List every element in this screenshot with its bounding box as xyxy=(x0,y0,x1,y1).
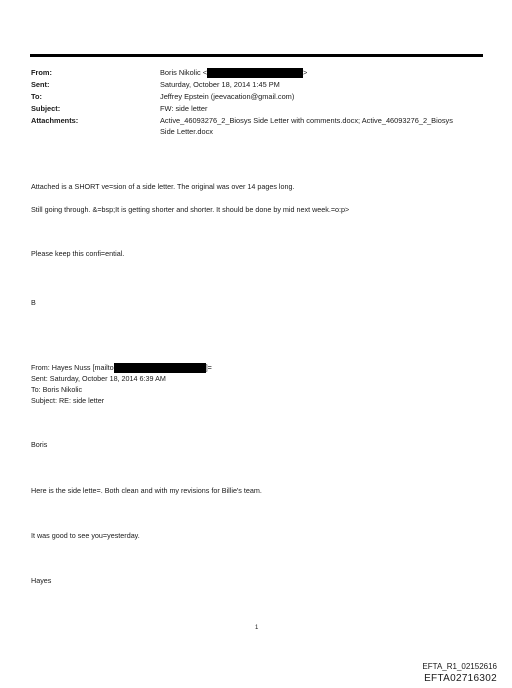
fwd-to: To: Boris Nikolic xyxy=(31,385,83,394)
subject-label: Subject: xyxy=(31,104,61,113)
fwd-from-prefix: From: Hayes Nuss [mailto xyxy=(31,363,114,372)
from-name: Boris Nikolic < xyxy=(160,68,208,77)
from-value xyxy=(160,68,307,78)
fwd-sent: Sent: Saturday, October 18, 2014 6:39 AM xyxy=(31,374,166,383)
fwd-signoff: Hayes xyxy=(31,576,52,585)
attachments-label: Attachments: xyxy=(31,116,79,125)
from-label: From: xyxy=(31,68,52,77)
redaction-box xyxy=(207,68,303,78)
body-line-3: Please keep this confi=ential. xyxy=(31,249,125,258)
to-value: Jeffrey Epstein (jeevacation@gmail.com) xyxy=(160,92,295,101)
page-number: 1 xyxy=(255,625,259,631)
attachments-value-line2: Side Letter.docx xyxy=(160,127,214,136)
body-signoff: B xyxy=(31,298,36,307)
subject-value: FW: side letter xyxy=(160,104,208,113)
body-line-1: Attached is a SHORT ve=sion of a side letter. The original was over 14 pages long. xyxy=(31,182,295,191)
sent-value: Saturday, October 18, 2014 1:45 PM xyxy=(160,80,280,89)
redaction-box xyxy=(114,363,206,373)
fwd-subject: Subject: RE: side letter xyxy=(31,396,105,405)
fwd-line-2: It was good to see you=yesterday. xyxy=(31,531,140,540)
attachments-value-line1: Active_46093276_2_Biosys Side Letter with comments.docx; Active_46093276_2_Biosys xyxy=(160,116,453,125)
body-line-2: Still going through. &=bsp;It is getting shorter and shorter. It should be done by mid next week.=o:p> xyxy=(31,205,350,214)
to-label: To: xyxy=(31,92,42,101)
bates-stamp-2: EFTA02716302 xyxy=(424,673,497,684)
fwd-line-1: Here is the side lette=. Both clean and with my revisions for Billie's team. xyxy=(31,486,262,495)
fwd-greeting: Boris xyxy=(31,440,48,449)
fwd-from-suffix: ]= xyxy=(205,363,212,372)
from-close: > xyxy=(303,68,308,77)
header-rule xyxy=(30,54,483,57)
bates-stamp-1: EFTA_R1_02152616 xyxy=(422,662,497,671)
sent-label: Sent: xyxy=(31,80,50,89)
fwd-from xyxy=(31,363,212,373)
